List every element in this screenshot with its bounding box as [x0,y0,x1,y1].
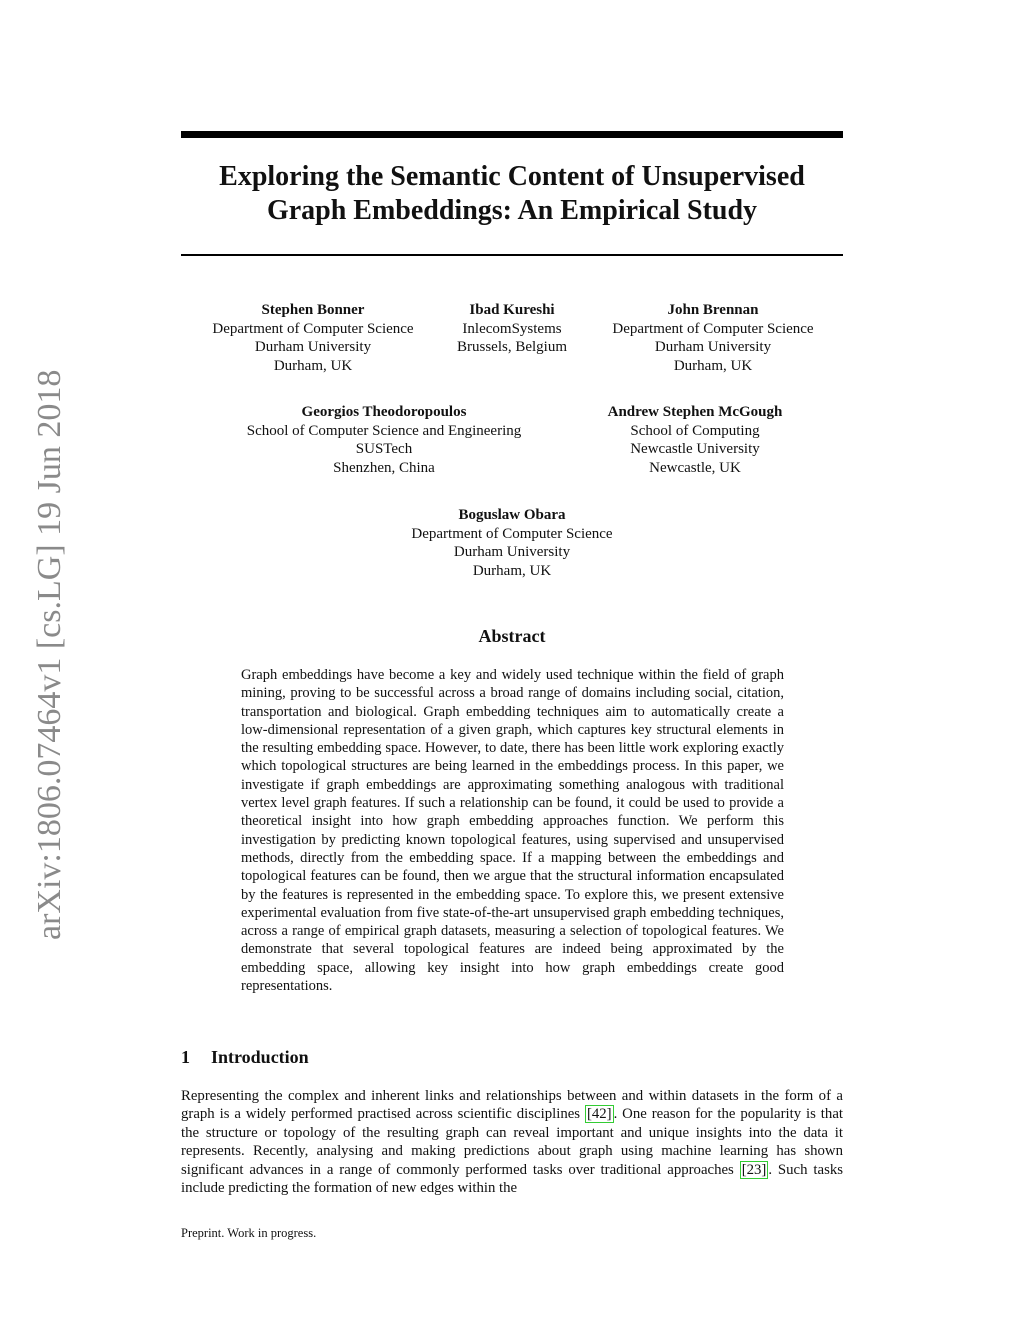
author-affiliation: InlecomSystems [462,320,562,337]
author-affiliation: Durham University [654,339,772,355]
intro-text-part: . Such tasks include predicting the formation of new edges within the [181,1161,843,1197]
author-affiliation: Brussels, Belgium [456,339,567,355]
author-block [585,403,805,477]
author-affiliation: Newcastle University [630,441,760,457]
author-affiliation: Department of Computer Science [212,320,414,337]
author-name: Georgios Theodoropoulos [301,404,467,420]
intro-text-part: . One reason for the popularity is that the structure or topology of the resulting graph can reveal important and unique insights into the data it represents. Recently, analysing and making predictions about graph using machine learning has shown significant advances in a range of commonly performed tasks over traditional approaches [181,1106,843,1178]
title-bottom-rule [181,254,843,256]
author-name: Stephen Bonner [261,302,365,318]
author-affiliation: Department of Computer Science [612,320,814,337]
title-top-rule [181,131,843,138]
author-affiliation: School of Computer Science and Engineering [246,422,522,439]
author-affiliation: Department of Computer Science [411,525,613,542]
abstract-body: Graph embeddings have become a key and widely used technique within the field of graph mining, proving to be successful across a broad range of domains including social, citation, transportation and biological. Graph embedding techniques aim to automatically create a low-dimensional representation of a given graph, which captures key structural elements in the resulting embedding space. However, to date, there has been little work exploring exactly which topological structures are being learned in the embeddings process. In this paper, we investigate if graph embeddings are approximating something analogous with traditional vertex level graph features. If such a relationship can be found, it could be used to provide a theoretical insight into how graph embedding approaches function. We perform this investigation by predicting known topological features, using supervised and unsupervised methods, directly from the embedding space. If a mapping between the embeddings and topological features can be found, then we argue that the structural information encapsulated by the features is represented in the embedding space. To explore this, we present extensive experimental evaluation from five state-of-the-art unsupervised graph embedding techniques, across a range of empirical graph datasets, measuring a selection of topological features. We demonstrate that several topological features are indeed being approximated by the embedding space, allowing key insight into how graph embeddings create good representations. [241,667,784,995]
intro-text-part: Representing the complex and inherent links and relationships between and within datasets in the form of a graph is a widely performed practised across scientific disciplines [181,1088,843,1123]
author-affiliation: Durham, UK [472,562,552,579]
author-affiliation: Shenzhen, China [333,459,435,476]
citation-link[interactable]: [42] [586,1106,612,1123]
title-line-2: Graph Embeddings: An Empirical Study [266,195,758,226]
author-block [224,403,544,477]
author-affiliation: SUSTech [355,441,413,457]
author-affiliation: School of Computing [630,422,760,439]
author-name: Ibad Kureshi [469,302,555,318]
author-block [392,506,632,580]
author-affiliation: Durham, UK [273,357,353,374]
author-block [432,301,592,357]
author-affiliation: Durham, UK [673,357,753,374]
introduction-paragraph [181,1087,843,1197]
section-title: Introduction [211,1047,309,1067]
author-affiliation: Durham University [254,339,372,355]
citation-link[interactable]: [23] [741,1161,767,1178]
section-heading-introduction [181,1046,309,1068]
title-line-1: Exploring the Semantic Content of Unsupervised [219,161,805,192]
arxiv-identifier: arXiv:1806.07464v1 [cs.LG] 19 Jun 2018 [31,369,68,940]
author-block [197,301,429,375]
author-name: Boguslaw Obara [458,507,566,523]
abstract-heading: Abstract [478,626,546,646]
paper-title [181,160,843,228]
author-name: Andrew Stephen McGough [607,404,783,420]
author-block [597,301,829,375]
author-affiliation: Newcastle, UK [649,459,741,476]
author-name: John Brennan [667,302,759,318]
author-affiliation: Durham University [453,544,571,560]
footer-note: Preprint. Work in progress. [181,1226,317,1240]
section-number: 1 [181,1047,190,1067]
